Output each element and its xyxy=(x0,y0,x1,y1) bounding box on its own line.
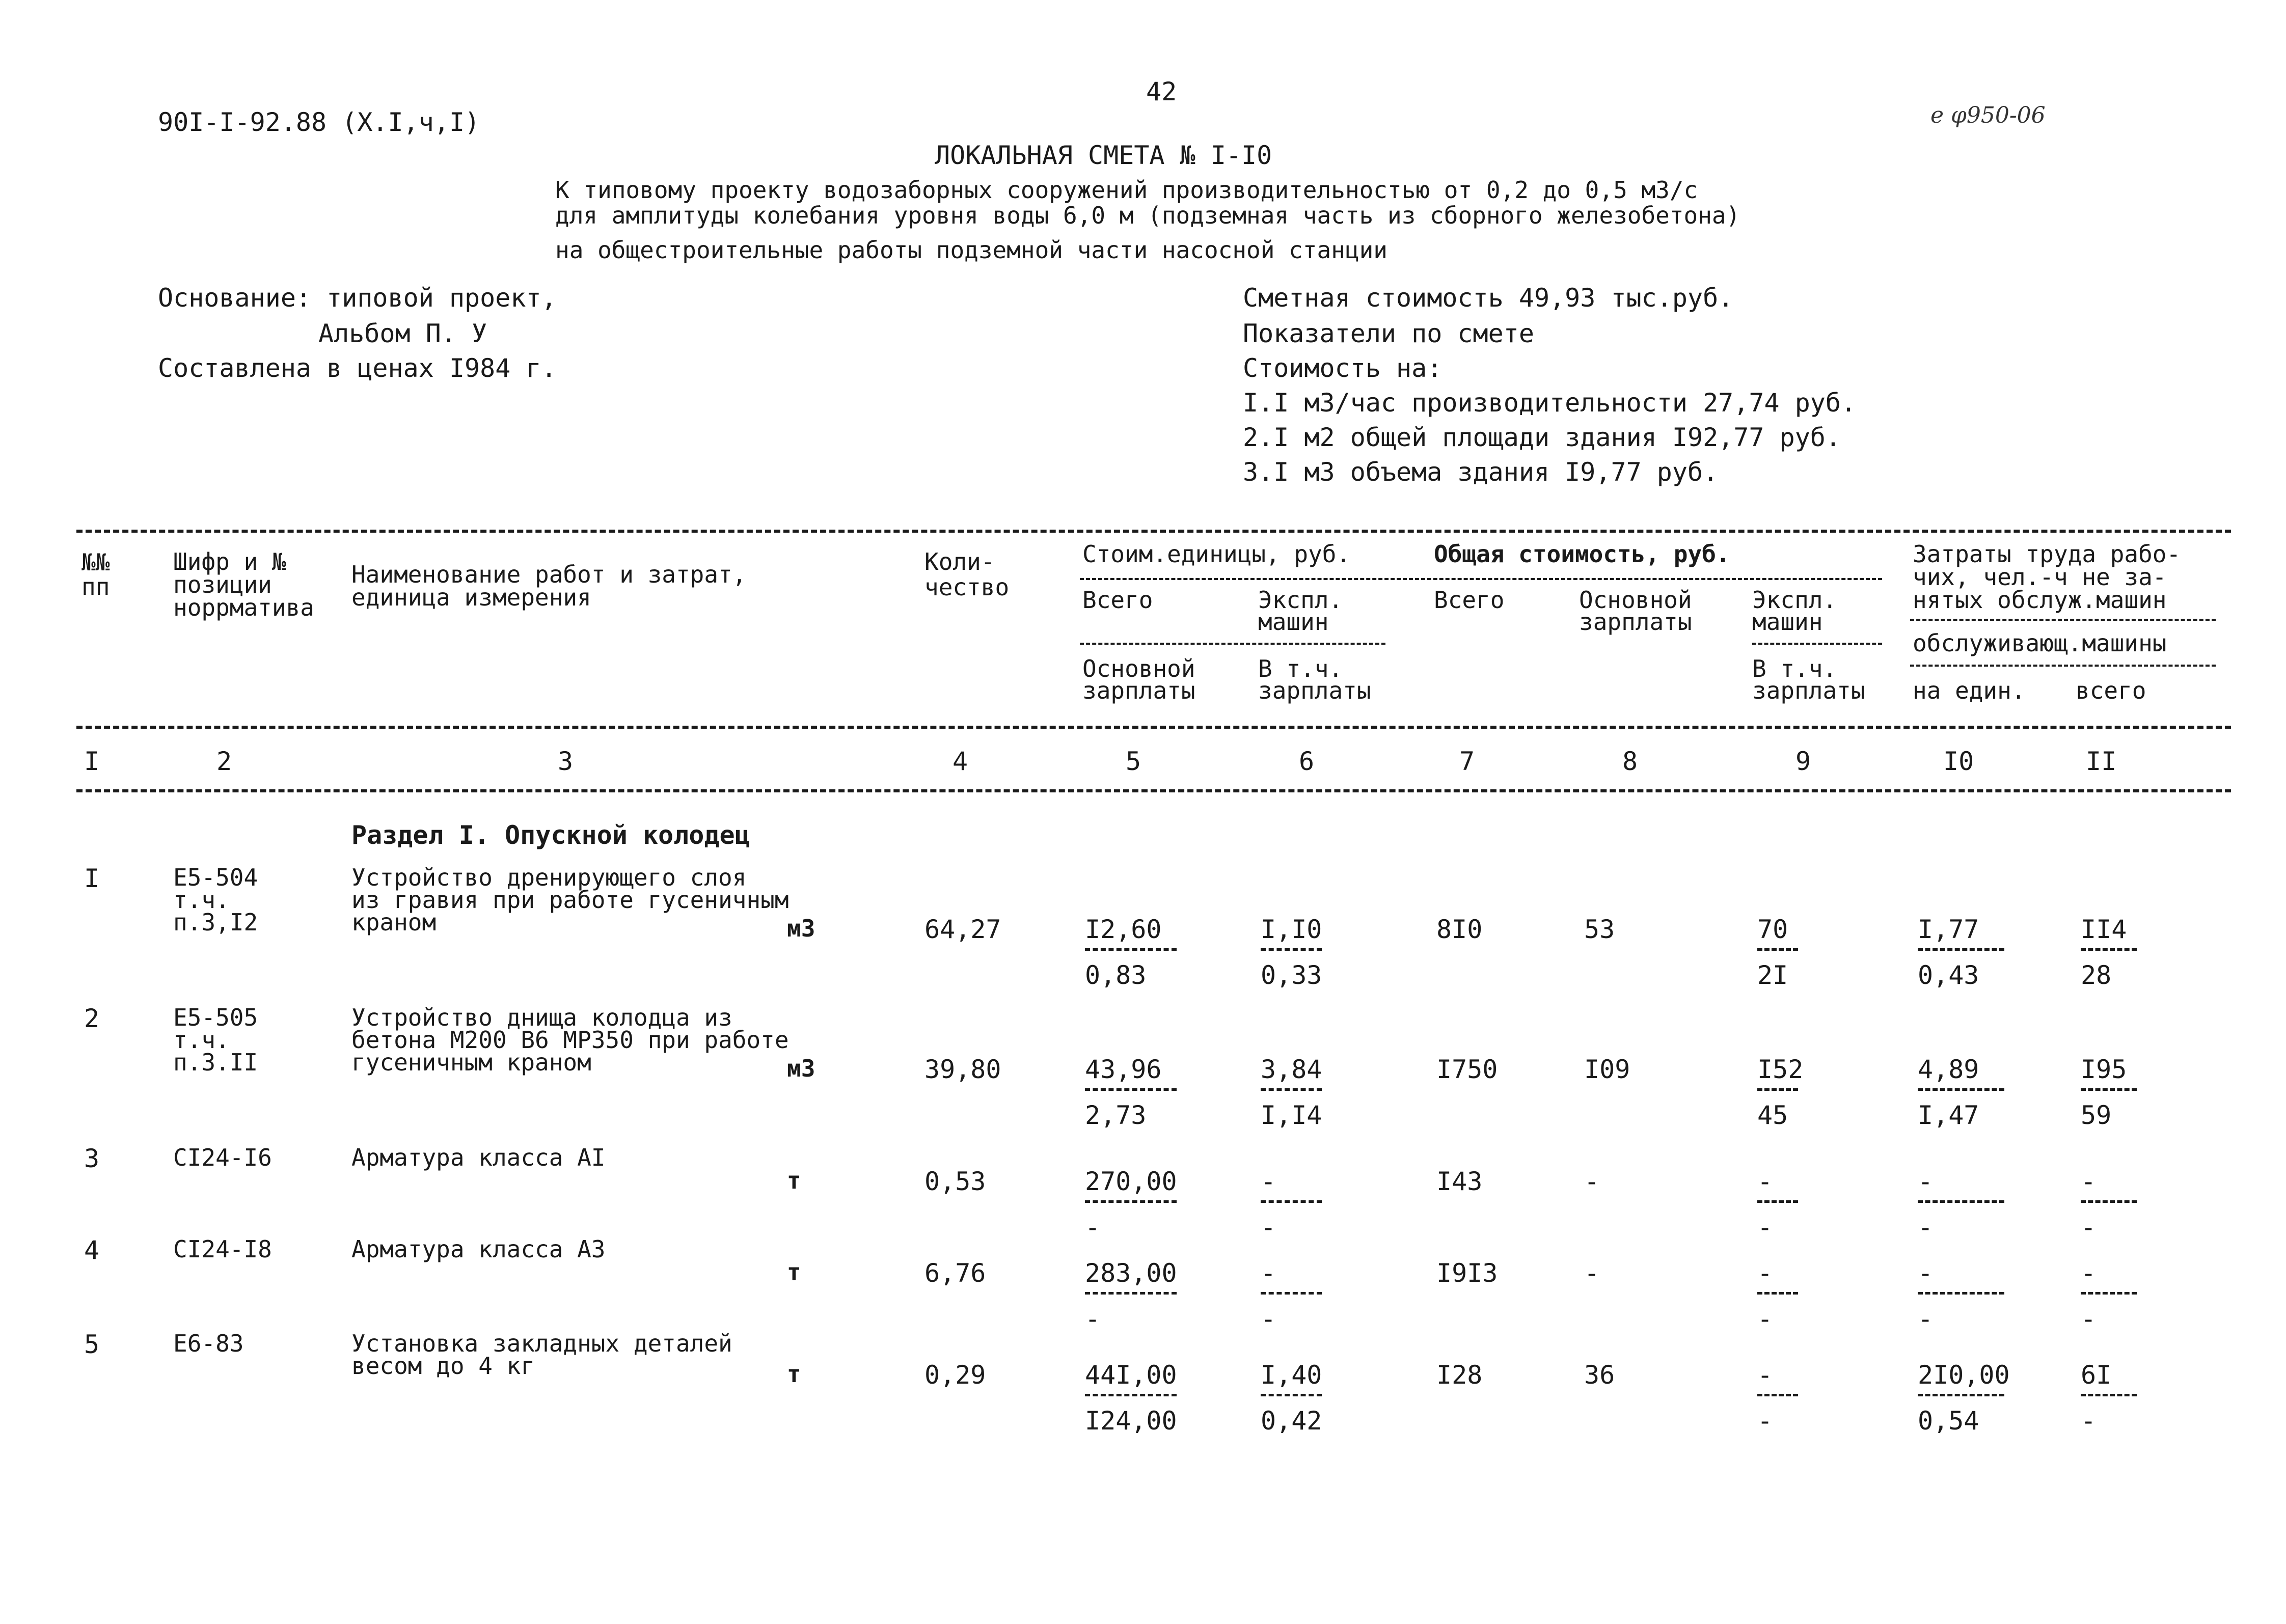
cell-divider xyxy=(1918,1394,2004,1396)
header-bottom-rule xyxy=(76,726,2231,729)
unit-expl-header-1: Экспл. xyxy=(1258,586,1343,614)
cell-labor-per-unit: - xyxy=(1918,1167,1934,1196)
cell-labor-total-serv: 59 xyxy=(2081,1100,2112,1130)
cell-unit-cost-total: 43,96 xyxy=(1085,1055,1162,1084)
indicator-2: 2.I м2 общей площади здания I92,77 руб. xyxy=(1243,423,1841,452)
cell-divider xyxy=(1757,948,1798,951)
col-num-4: 4 xyxy=(953,747,968,776)
total-all-header: Всего xyxy=(1434,586,1505,614)
cell-total-basic-wage: - xyxy=(1584,1167,1600,1196)
cell-divider xyxy=(1757,1088,1798,1091)
cell-divider xyxy=(2081,948,2137,951)
row-unit: т xyxy=(787,1258,801,1286)
section-title: Раздел I. Опускной колодец xyxy=(351,820,750,850)
unit-incl-header-2: зарплаты xyxy=(1258,677,1371,704)
page-number: 42 xyxy=(1146,77,1177,106)
cell-unit-cost-total: 270,00 xyxy=(1085,1167,1177,1196)
cell-total-cost: I28 xyxy=(1436,1360,1483,1390)
cell-total-cost: 8I0 xyxy=(1436,915,1483,944)
subtitle-line-1: К типовому проекту водозаборных сооружений производительностью от 0,2 до 0,5 м3/с xyxy=(555,176,1698,204)
col-num-8: 8 xyxy=(1622,747,1638,776)
col-num-2: 2 xyxy=(216,747,232,776)
col-num-7: 7 xyxy=(1459,747,1475,776)
cell-unit-cost-machines: I,I0 xyxy=(1261,915,1322,944)
col-num-5: 5 xyxy=(1126,747,1141,776)
row-name: из гравия при работе гусеничным xyxy=(351,886,789,914)
col-qty-header-1: Коли- xyxy=(924,548,995,575)
cell-labor-total-serv: - xyxy=(2081,1406,2097,1436)
cell-divider xyxy=(1918,1200,2004,1203)
row-quantity: 0,53 xyxy=(924,1167,986,1196)
cell-labor-per-unit-serv: I,47 xyxy=(1918,1100,1979,1130)
cell-labor-total: II4 xyxy=(2081,915,2127,944)
col-code-header-1: Шифр и № xyxy=(173,548,286,575)
col-num-3: 3 xyxy=(558,747,574,776)
subtitle-line-2: для амплитуды колебания уровня воды 6,0 м (подземная часть из сборного железобетона) xyxy=(555,202,1740,229)
cell-divider xyxy=(1085,1292,1177,1295)
cell-total-machines-wage: - xyxy=(1757,1304,1773,1334)
row-number: 5 xyxy=(84,1330,100,1359)
cell-unit-cost-machines-wage: I,I4 xyxy=(1261,1100,1322,1130)
row-unit: м3 xyxy=(787,1055,815,1082)
labor-sub-rule-2 xyxy=(1910,665,2216,667)
total-expl-header-2: машин xyxy=(1752,608,1823,636)
row-unit: м3 xyxy=(787,915,815,942)
cell-labor-total: 6I xyxy=(2081,1360,2112,1390)
unit-cost-header: Стоим.единицы, руб. xyxy=(1082,540,1351,568)
cell-total-machines: - xyxy=(1757,1360,1773,1390)
handwritten-stamp: е φ950-06 xyxy=(1930,102,2046,128)
col-num-9: 9 xyxy=(1795,747,1811,776)
cell-unit-cost-basic-wage: 2,73 xyxy=(1085,1100,1147,1130)
cell-unit-cost-machines: - xyxy=(1261,1258,1276,1288)
labor-header-3: нятых обслуж.машин xyxy=(1913,586,2167,614)
cost-on-label: Стоимость на: xyxy=(1243,353,1443,383)
total-incl-header-2: зарплаты xyxy=(1752,677,1865,704)
cell-divider xyxy=(1085,1088,1177,1091)
col-code-header-2: позиции xyxy=(173,571,272,598)
row-number: 3 xyxy=(84,1144,100,1173)
cell-divider xyxy=(2081,1200,2137,1203)
row-code: т.ч. xyxy=(173,886,230,914)
total-expl-sub-rule xyxy=(1752,643,1882,645)
cell-total-machines-wage: 2I xyxy=(1757,960,1788,990)
row-code: п.3.II xyxy=(173,1049,258,1076)
cell-divider xyxy=(1918,1088,2004,1091)
col-num-1: I xyxy=(84,747,100,776)
cell-divider xyxy=(1261,1292,1322,1295)
document-code: 90I-I-92.88 (X.I,ч,I) xyxy=(158,107,480,137)
cell-labor-per-unit-serv: 0,54 xyxy=(1918,1406,1979,1436)
total-cost-header: Общая стоимость, руб. xyxy=(1434,540,1730,568)
cell-labor-total-serv: - xyxy=(2081,1304,2097,1334)
cell-total-machines-wage: - xyxy=(1757,1213,1773,1242)
indicator-3: 3.I м3 объема здания I9,77 руб. xyxy=(1243,457,1719,487)
total-incl-header-1: В т.ч. xyxy=(1752,655,1837,682)
row-name: Устройство дренирующего слоя xyxy=(351,864,747,891)
estimated-cost: Сметная стоимость 49,93 тыс.руб. xyxy=(1243,283,1734,313)
row-number: 2 xyxy=(84,1004,100,1033)
cell-unit-cost-machines-wage: - xyxy=(1261,1304,1276,1334)
row-quantity: 39,80 xyxy=(924,1055,1001,1084)
cell-labor-per-unit-serv: - xyxy=(1918,1304,1934,1334)
cell-total-cost: I750 xyxy=(1436,1055,1498,1084)
cell-divider xyxy=(1085,1394,1177,1396)
cell-unit-cost-basic-wage: - xyxy=(1085,1304,1101,1334)
cell-labor-per-unit-serv: - xyxy=(1918,1213,1934,1242)
cell-labor-total: - xyxy=(2081,1167,2097,1196)
row-name: гусеничным краном xyxy=(351,1049,591,1076)
row-number: 4 xyxy=(84,1235,100,1265)
cell-divider xyxy=(2081,1088,2137,1091)
col-name-header-1: Наименование работ и затрат, xyxy=(351,561,747,588)
basis-line-2: Альбом П. У xyxy=(318,319,487,348)
labor-header-2: чих, чел.-ч не за- xyxy=(1913,563,2167,591)
row-name: Устройство днища колодца из xyxy=(351,1004,732,1031)
col-code-header-3: норрматива xyxy=(173,594,314,621)
row-quantity: 0,29 xyxy=(924,1360,986,1390)
cell-labor-per-unit: 4,89 xyxy=(1918,1055,1979,1084)
col-num-11: II xyxy=(2086,747,2117,776)
cell-unit-cost-machines: I,40 xyxy=(1261,1360,1322,1390)
cell-unit-cost-machines-wage: - xyxy=(1261,1213,1276,1242)
row-code: Е5-504 xyxy=(173,864,258,891)
total-basic-header-1: Основной xyxy=(1579,586,1692,614)
cell-labor-per-unit: 2I0,00 xyxy=(1918,1360,2010,1390)
cell-labor-per-unit-serv: 0,43 xyxy=(1918,960,1979,990)
cell-labor-total: I95 xyxy=(2081,1055,2127,1084)
row-quantity: 6,76 xyxy=(924,1258,986,1288)
cell-divider xyxy=(1261,1200,1322,1203)
numbers-bottom-rule xyxy=(76,789,2231,792)
cell-total-machines-wage: 45 xyxy=(1757,1100,1788,1130)
row-unit: т xyxy=(787,1360,801,1388)
cell-divider xyxy=(1261,948,1322,951)
cell-unit-cost-total: 283,00 xyxy=(1085,1258,1177,1288)
cell-divider xyxy=(1261,1088,1322,1091)
cell-total-basic-wage: - xyxy=(1584,1258,1600,1288)
labor-per-unit-header: на един. xyxy=(1913,677,2026,704)
cell-total-machines-wage: - xyxy=(1757,1406,1773,1436)
document-title: ЛОКАЛЬНАЯ СМЕТА № I-I0 xyxy=(935,141,1272,170)
cell-total-cost: I43 xyxy=(1436,1167,1483,1196)
col-name-header-2: единица измерения xyxy=(351,584,591,611)
cell-unit-cost-machines-wage: 0,33 xyxy=(1261,960,1322,990)
row-unit: т xyxy=(787,1167,801,1194)
cell-total-basic-wage: I09 xyxy=(1584,1055,1630,1084)
row-name: краном xyxy=(351,909,437,936)
cell-divider xyxy=(1757,1292,1798,1295)
row-name: Установка закладных деталей xyxy=(351,1330,732,1357)
col-qty-header-2: чество xyxy=(924,573,1010,601)
unit-expl-header-2: машин xyxy=(1258,608,1329,636)
cell-divider xyxy=(1757,1200,1798,1203)
row-code: СI24-I8 xyxy=(173,1235,272,1263)
cell-divider xyxy=(2081,1292,2137,1295)
labor-sub-rule-1 xyxy=(1910,619,2216,621)
cell-unit-cost-machines-wage: 0,42 xyxy=(1261,1406,1322,1436)
cell-total-basic-wage: 36 xyxy=(1584,1360,1615,1390)
cell-divider xyxy=(1261,1394,1322,1396)
table-top-rule xyxy=(76,530,2231,533)
row-code: Е6-83 xyxy=(173,1330,244,1357)
subtitle-line-3: на общестроительные работы подземной части насосной станции xyxy=(555,236,1387,264)
row-code: СI24-I6 xyxy=(173,1144,272,1171)
cell-total-machines: - xyxy=(1757,1258,1773,1288)
cost-group-rule xyxy=(1080,578,1882,580)
unit-basic-header-2: зарплаты xyxy=(1082,677,1195,704)
row-name: Арматура класса АI xyxy=(351,1144,606,1171)
cell-unit-cost-basic-wage: - xyxy=(1085,1213,1101,1242)
basis-line-1: Основание: типовой проект, xyxy=(158,283,557,313)
labor-header-1: Затраты труда рабо- xyxy=(1913,540,2181,568)
cell-total-cost: I9I3 xyxy=(1436,1258,1498,1288)
row-code: Е5-505 xyxy=(173,1004,258,1031)
cell-unit-cost-total: I2,60 xyxy=(1085,915,1162,944)
row-code: т.ч. xyxy=(173,1026,230,1054)
basis-line-3: Составлена в ценах I984 г. xyxy=(158,353,557,383)
cell-divider xyxy=(1918,948,2004,951)
cell-divider xyxy=(1085,948,1177,951)
labor-serv-header: обслуживающ.машины xyxy=(1913,629,2167,657)
unit-incl-header-1: В т.ч. xyxy=(1258,655,1343,682)
row-name: бетона М200 В6 МР350 при работе xyxy=(351,1026,789,1054)
total-expl-header-1: Экспл. xyxy=(1752,586,1837,614)
col-num-6: 6 xyxy=(1299,747,1315,776)
unit-all-header: Всего xyxy=(1082,586,1153,614)
row-number: I xyxy=(84,864,100,893)
cell-divider xyxy=(2081,1394,2137,1396)
row-name: Арматура класса А3 xyxy=(351,1235,606,1263)
cell-divider xyxy=(1757,1394,1798,1396)
unit-sub-rule xyxy=(1080,643,1385,645)
unit-basic-header-1: Основной xyxy=(1082,655,1195,682)
col-num-10: I0 xyxy=(1943,747,1974,776)
row-code: п.3,I2 xyxy=(173,909,258,936)
cell-labor-total-serv: 28 xyxy=(2081,960,2112,990)
cell-labor-total-serv: - xyxy=(2081,1213,2097,1242)
cell-unit-cost-basic-wage: I24,00 xyxy=(1085,1406,1177,1436)
indicators-label: Показатели по смете xyxy=(1243,319,1534,348)
cell-unit-cost-basic-wage: 0,83 xyxy=(1085,960,1147,990)
cell-unit-cost-machines: 3,84 xyxy=(1261,1055,1322,1084)
cell-total-machines: I52 xyxy=(1757,1055,1804,1084)
indicator-1: I.I м3/час производительности 27,74 руб. xyxy=(1243,388,1857,418)
cell-labor-per-unit: - xyxy=(1918,1258,1934,1288)
cell-total-machines: - xyxy=(1757,1167,1773,1196)
row-quantity: 64,27 xyxy=(924,915,1001,944)
total-basic-header-2: зарплаты xyxy=(1579,608,1692,636)
cell-unit-cost-total: 44I,00 xyxy=(1085,1360,1177,1390)
cell-divider xyxy=(1918,1292,2004,1295)
col-number-header: №№ пп xyxy=(81,548,110,601)
cell-labor-per-unit: I,77 xyxy=(1918,915,1979,944)
cell-unit-cost-machines: - xyxy=(1261,1167,1276,1196)
cell-total-machines: 70 xyxy=(1757,915,1788,944)
labor-total-header: всего xyxy=(2076,677,2146,704)
row-name: весом до 4 кг xyxy=(351,1352,535,1380)
cell-total-basic-wage: 53 xyxy=(1584,915,1615,944)
cell-labor-total: - xyxy=(2081,1258,2097,1288)
cell-divider xyxy=(1085,1200,1177,1203)
